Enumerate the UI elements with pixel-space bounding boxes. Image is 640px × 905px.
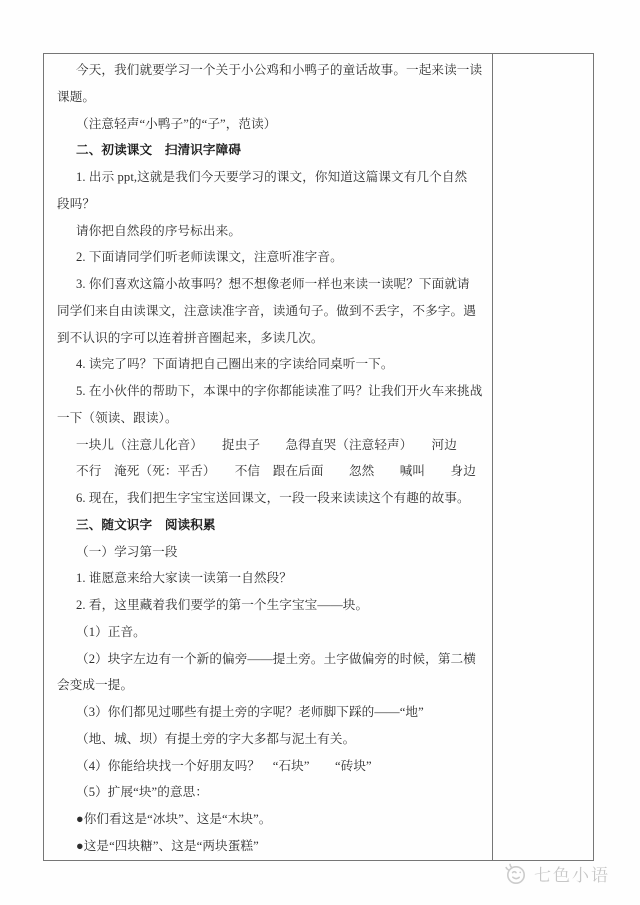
watermark-label: 七色小语 xyxy=(534,866,610,885)
smiley-logo-icon xyxy=(502,860,529,887)
doc-line: （5）扩展“块”的意思： xyxy=(76,785,209,800)
doc-line: ●这是“四块糖”、这是“两块蛋糕” xyxy=(76,838,259,853)
doc-line: （2）块字左边有一个新的偏旁——提土旁。土字做偏旁的时候，第二横 xyxy=(76,651,476,666)
doc-line: 2. 下面请同学们听老师读课文，注意听准字音。 xyxy=(76,250,343,265)
doc-line: 4. 读完了吗？下面请把自己圈出来的字读给同桌听一下。 xyxy=(76,357,394,372)
doc-line: 请你把自然段的序号标出来。 xyxy=(76,223,242,238)
doc-line: （一）学习第一段 xyxy=(76,544,178,559)
doc-line: 三、随文识字 阅读积累 xyxy=(76,517,216,532)
lesson-plan-table xyxy=(43,53,594,861)
doc-line: 会变成一提。 xyxy=(57,678,134,693)
doc-line: 段吗？ xyxy=(57,196,96,211)
doc-line: 6. 现在，我们把生字宝宝送回课文，一段一段来读读这个有趣的故事。 xyxy=(76,491,470,505)
doc-line: ●你们看这是“冰块”、这是“木块”。 xyxy=(76,812,272,826)
doc-line: 1. 谁愿意来给大家读一读第一自然段？ xyxy=(76,571,292,586)
doc-line: 一块儿（注意儿化音） 捉虫子 急得直哭（注意轻声） 河边 xyxy=(76,437,457,452)
doc-line: （1）正音。 xyxy=(76,624,146,639)
doc-line: 5. 在小伙伴的帮助下，本课中的字你都能读准了吗？让我们开火车来挑战 xyxy=(76,384,483,398)
doc-line: 2. 看，这里藏着我们要学的第一个生字宝宝——块。 xyxy=(76,598,369,612)
doc-line: （3）你们都见过哪些有提土旁的字呢？老师脚下踩的——“地” xyxy=(76,705,424,719)
doc-line: 今天，我们就要学习一个关于小公鸡和小鸭子的童话故事。一起来读一读 xyxy=(76,63,483,77)
doc-line: 同学们来自由读课文，注意读准字音，读通句子。做到不丢字，不多字。遇 xyxy=(57,303,476,318)
lesson-content-cell xyxy=(44,54,493,860)
doc-line: （4）你能给块找一个好朋友吗？ “石块” “砖块” xyxy=(76,758,372,773)
doc-line: 不行 淹死（死：平舌） 不信 跟在后面 忽然 喊叫 身边 xyxy=(76,464,476,479)
doc-line: 3. 你们喜欢这篇小故事吗？想不想像老师一样也来读一读呢？下面就请 xyxy=(76,277,470,291)
doc-line: （注意轻声“小鸭子”的“子”，范读） xyxy=(76,116,277,131)
doc-line: 一下（领读、跟读）。 xyxy=(57,410,178,425)
doc-line: 1. 出示 ppt,这就是我们今天要学习的课文，你知道这篇课文有几个自然 xyxy=(76,170,468,184)
doc-line: 课题。 xyxy=(57,89,96,104)
watermark xyxy=(502,860,610,887)
doc-line: 到不认识的字可以连着拼音圈起来，多读几次。 xyxy=(57,330,324,345)
doc-line: （地、城、坝）有提土旁的字大多都与泥土有关。 xyxy=(76,731,356,746)
side-column-cell xyxy=(493,54,593,860)
doc-line: 二、初读课文 扫清识字障碍 xyxy=(76,143,242,158)
